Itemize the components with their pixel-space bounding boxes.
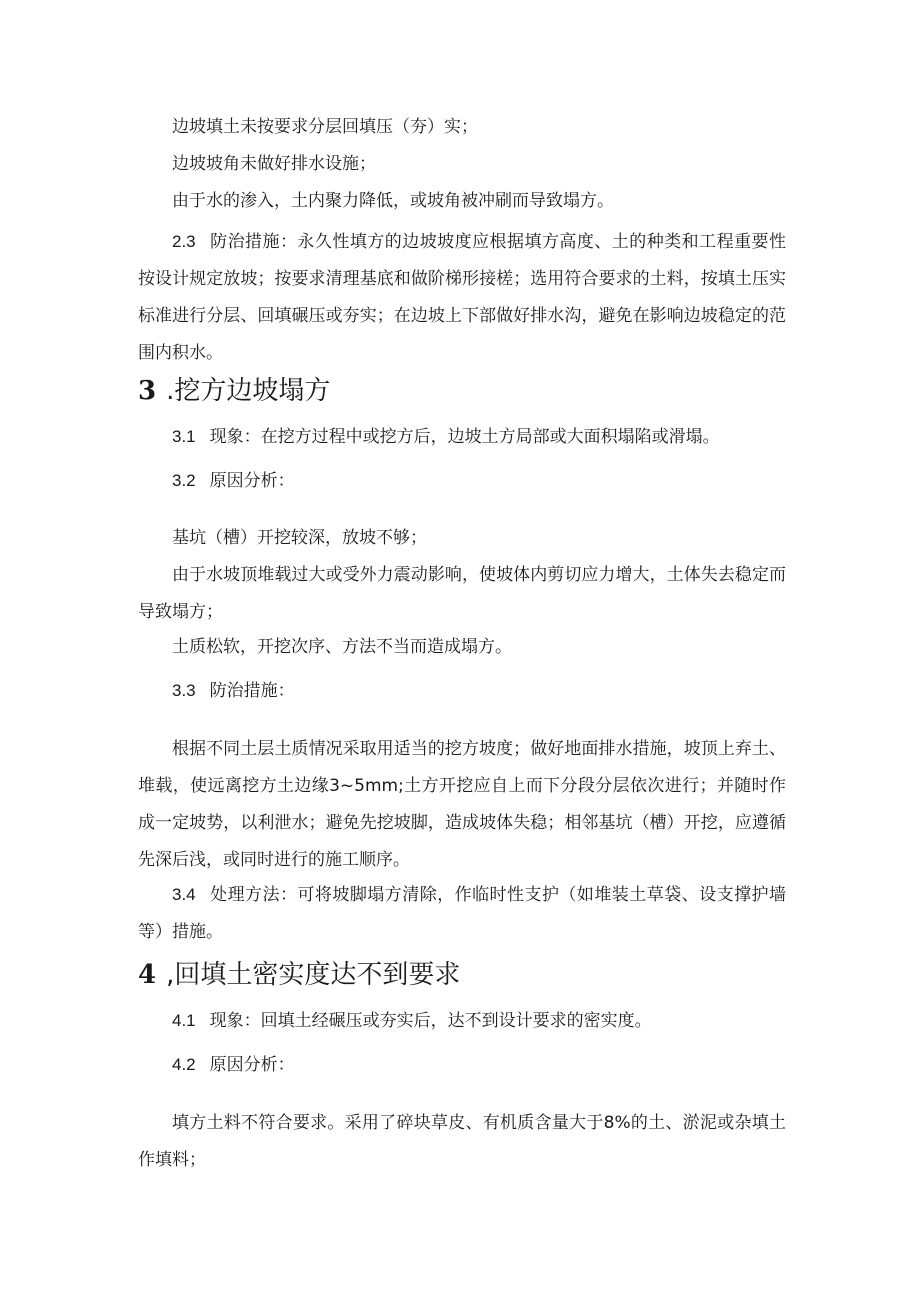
text-line: 由于水的渗入，土内聚力降低，或坡角被冲刷而导致塌方。: [172, 191, 614, 211]
subsection-text: 现象：在挖方过程中或挖方后，边坡土方局部或大面积塌陷或滑塌。: [209, 427, 720, 447]
cause-item: 填方土料不符合要求。采用了碎块草皮、有机质含量大于8%的土、淤泥或杂填土作填料；: [138, 1113, 786, 1170]
section-number: 2.3: [172, 232, 196, 251]
section-heading-3: [138, 374, 330, 408]
subsection-text: 防治措施：: [209, 681, 295, 701]
section-number: 3.2: [172, 471, 196, 490]
text-line: 边坡填土未按要求分层回填压（夯）实；: [172, 117, 478, 137]
section-number: 3.4: [172, 885, 196, 904]
section-number: 3.3: [172, 681, 196, 700]
subsection-text: 处理方法：可将坡脚塌方清除，作临时性支护（如堆装土草袋、设支撑护墙等）措施。: [138, 885, 786, 942]
subsection-4-1: [172, 1010, 652, 1032]
subsection-3-1: [172, 426, 720, 448]
section-heading-4: [138, 958, 460, 992]
heading-number: 4: [138, 960, 157, 990]
subsection-text: 原因分析：: [209, 1055, 295, 1075]
heading-title: ,回填土密实度达不到要求: [166, 960, 461, 990]
subsection-3-2: [172, 470, 295, 492]
cause-item: 基坑（槽）开挖较深，放坡不够；: [172, 528, 427, 548]
subsection-3-4: [138, 876, 786, 951]
measures-paragraph: 根据不同土层土质情况采取用适当的挖方坡度；做好地面排水措施，坡顶上弃土、堆载，使远离挖方土边缘3~5mm;土方开挖应自上而下分段分层依次进行；并随时作成一定坡势，以利泄水；避免先挖坡脚，造成坡体失稳；相邻基坑（槽）开挖，应遵循先深后浅，或同时进行的施工顺序。: [138, 739, 786, 870]
section-number: 3.1: [172, 427, 196, 446]
text-line: 边坡坡角未做好排水设施；: [172, 154, 376, 174]
section-number: 4.1: [172, 1011, 196, 1030]
subsection-3-3: [172, 680, 295, 702]
cause-item: 由于水坡顶堆载过大或受外力震动影响，使坡体内剪切应力增大，土体失去稳定而导致塌方；: [138, 565, 786, 622]
subsection-text: 现象：回填土经碾压或夯实后，达不到设计要求的密实度。: [209, 1011, 652, 1031]
cause-item: 土质松软，开挖次序、方法不当而造成塌方。: [172, 637, 512, 657]
heading-title: .挖方边坡塌方: [166, 376, 331, 406]
paragraph-text: 防治措施：永久性填方的边坡坡度应根据填方高度、土的种类和工程重要性按设计规定放坡；按要求清理基底和做阶梯形接槎；选用符合要求的土料，按填土压实标准进行分层、回填碾压或夯实；在边坡上下部做好排水沟，避免在影响边坡稳定的范围内积水。: [138, 232, 786, 363]
subsection-4-2: [172, 1054, 295, 1076]
subsection-text: 原因分析：: [209, 471, 295, 491]
paragraph-2-3: [138, 223, 786, 372]
section-number: 4.2: [172, 1055, 196, 1074]
heading-number: 3: [138, 376, 157, 406]
